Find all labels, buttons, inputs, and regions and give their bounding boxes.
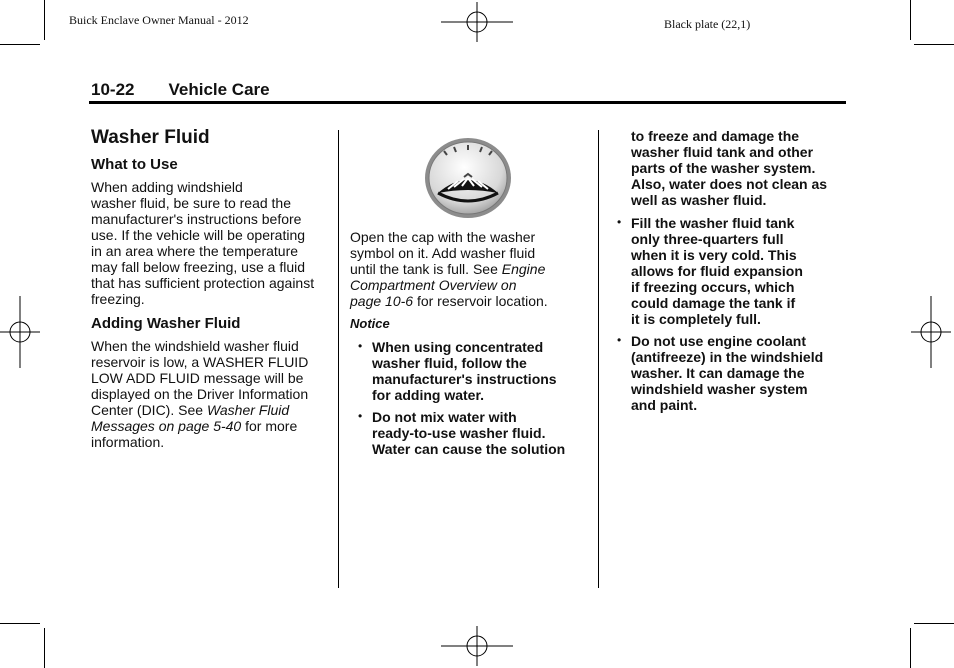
text-line: Do not mix water with: [372, 409, 517, 425]
cross-reference-link[interactable]: Messages on page 5-40: [91, 418, 242, 434]
crop-mark: [44, 0, 45, 40]
text-line: When adding windshield: [91, 179, 243, 195]
text-line: washer. It can damage the: [631, 365, 805, 381]
paragraph: [91, 179, 331, 307]
text-line: if freezing occurs, which: [631, 279, 795, 295]
page-number: 10-22: [91, 80, 135, 99]
notice-bullet: [631, 333, 823, 413]
notice-bullet: [631, 215, 803, 327]
bullet-icon: •: [617, 215, 622, 229]
registration-mark-icon: [441, 2, 513, 42]
notice-bullet-continued: [631, 128, 827, 208]
text-line: displayed on the Driver Information: [91, 386, 309, 402]
text-line: freezing.: [91, 291, 145, 307]
text-line: only three-quarters full: [631, 231, 784, 247]
text-line: Fill the washer fluid tank: [631, 215, 795, 231]
text-span: for reservoir location.: [413, 293, 548, 309]
text-line: allows for fluid expansion: [631, 263, 803, 279]
text-line: manufacturer's instructions: [372, 371, 557, 387]
text-line: parts of the washer system.: [631, 160, 816, 176]
running-header: [91, 80, 270, 100]
text-line: LOW ADD FLUID message will be: [91, 370, 304, 386]
text-line: [350, 261, 590, 277]
notice-bullet: [372, 409, 565, 457]
bullet-icon: •: [617, 333, 622, 347]
header-rule: [89, 101, 846, 104]
column-divider: [598, 130, 599, 588]
text-line: manufacturer's instructions before: [91, 211, 302, 227]
text-span: for more: [241, 418, 298, 434]
notice-label: Notice: [350, 316, 390, 331]
text-line: that has sufficient protection against: [91, 275, 315, 291]
text-line: (antifreeze) in the windshield: [631, 349, 824, 365]
text-line: in an area where the temperature: [91, 243, 299, 259]
middle-column: [350, 229, 590, 332]
registration-mark-icon: [911, 296, 951, 368]
windshield-washer-symbol-icon: [424, 137, 512, 219]
text-line: Do not use engine coolant: [631, 333, 807, 349]
crop-mark: [910, 0, 911, 40]
cross-reference-link[interactable]: Engine: [501, 261, 546, 277]
page-title: Washer Fluid: [91, 127, 210, 148]
column-divider: [338, 130, 339, 588]
text-line: windshield washer system: [631, 381, 808, 397]
text-line: symbol on it. Add washer fluid: [350, 245, 536, 261]
crop-mark: [914, 623, 954, 624]
registration-mark-icon: [441, 626, 513, 666]
text-line: washer fluid tank and other: [631, 144, 814, 160]
text-line: When the windshield washer fluid: [91, 338, 299, 354]
text-line: When using concentrated: [372, 339, 544, 355]
text-line: may fall below freezing, use a fluid: [91, 259, 305, 275]
crop-mark: [0, 44, 40, 45]
text-line: ready-to-use washer fluid.: [372, 425, 546, 441]
text-span: until the tank is full. See: [350, 261, 502, 277]
text-line: and paint.: [631, 397, 698, 413]
text-line: could damage the tank if: [631, 295, 796, 311]
notice-bullet: [372, 339, 557, 403]
text-line: information.: [91, 434, 165, 450]
text-line: it is completely full.: [631, 311, 761, 327]
text-line: washer fluid, be sure to read the: [91, 195, 292, 211]
subheading: Adding Washer Fluid: [91, 315, 241, 332]
registration-mark-icon: [0, 296, 40, 368]
text-line: [91, 418, 331, 434]
cross-reference-link[interactable]: Compartment Overview on: [350, 277, 517, 293]
text-line: use. If the vehicle will be operating: [91, 227, 306, 243]
text-line: [350, 293, 590, 309]
text-line: well as washer fluid.: [631, 192, 767, 208]
text-line: Also, water does not clean as: [631, 176, 828, 192]
bullet-icon: •: [358, 339, 363, 353]
subheading: What to Use: [91, 156, 178, 173]
text-line: for adding water.: [372, 387, 485, 403]
crop-mark: [910, 628, 911, 668]
crop-mark: [0, 623, 40, 624]
plate-label: Black plate (22,1): [664, 17, 751, 31]
text-line: to freeze and damage the: [631, 128, 800, 144]
crop-mark: [914, 44, 954, 45]
cross-reference-link[interactable]: Washer Fluid: [206, 402, 290, 418]
text-line: washer fluid, follow the: [372, 355, 527, 371]
bullet-icon: •: [358, 409, 363, 423]
text-line: [91, 402, 331, 418]
cross-reference-link[interactable]: page 10-6: [350, 293, 414, 309]
paragraph: [91, 338, 331, 450]
text-span: Center (DIC). See: [91, 402, 207, 418]
crop-mark: [44, 628, 45, 668]
text-line: Water can cause the solution: [372, 441, 566, 457]
text-line: when it is very cold. This: [631, 247, 797, 263]
left-column: [91, 127, 331, 450]
manual-title: Buick Enclave Owner Manual - 2012: [69, 13, 249, 27]
text-line: Open the cap with the washer: [350, 229, 536, 245]
section-title: Vehicle Care: [168, 80, 270, 99]
text-line: reservoir is low, a WASHER FLUID: [91, 354, 309, 370]
